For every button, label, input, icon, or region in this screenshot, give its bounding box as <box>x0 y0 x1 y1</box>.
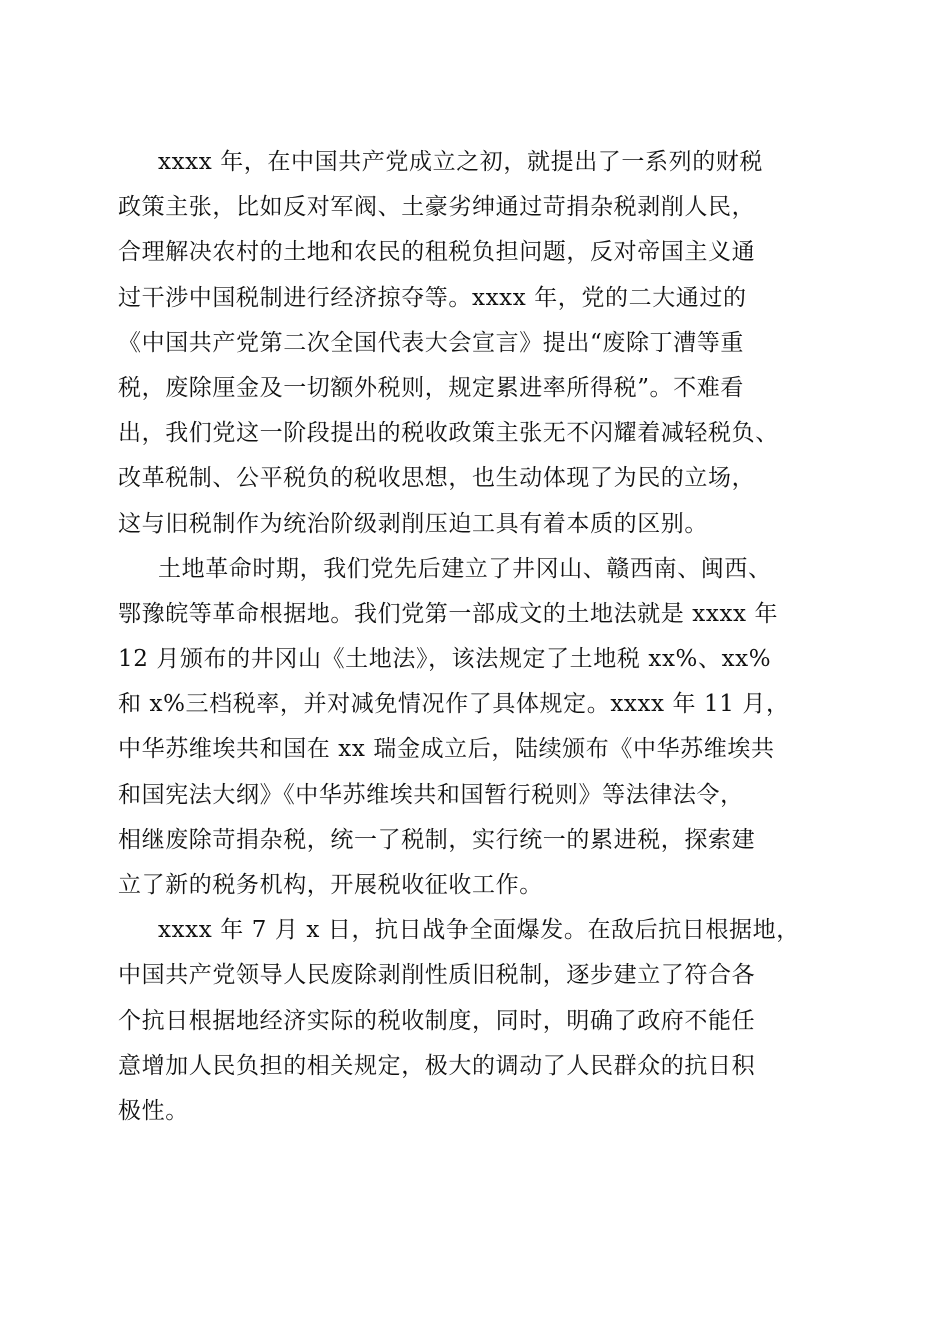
paragraph-3-line-2: 中国共产党领导人民废除剥削性质旧税制，逐步建立了符合各 <box>118 962 756 989</box>
paragraph-1-line-1: xxxx 年，在中国共产党成立之初，就提出了一系列的财税 <box>158 149 763 175</box>
paragraph-2-line-3: 12 月颁布的井冈山《土地法》，该法规定了土地税 xx%、xx% <box>118 646 772 673</box>
paragraph-3-line-5: 极性。 <box>118 1097 189 1124</box>
paragraph-2-line-1: 土地革命时期，我们党先后建立了井冈山、赣西南、闽西、 <box>158 555 772 582</box>
paragraph-2-line-6: 和国宪法大纲》《中华苏维埃共和国暂行税则》等法律法令， <box>118 781 744 808</box>
paragraph-2-line-5: 中华苏维埃共和国在 xx 瑞金成立后，陆续颁布《中华苏维埃共 <box>118 736 775 763</box>
paragraph-1-line-8: 改革税制、公平税负的税收思想，也生动体现了为民的立场， <box>118 465 756 492</box>
paragraph-1-line-3: 合理解决农村的土地和农民的租税负担问题，反对帝国主义通 <box>118 239 756 266</box>
document-body <box>118 140 826 1134</box>
paragraph-1-line-6: 税，废除厘金及一切额外税则，规定累进率所得税”。不难看 <box>118 374 744 401</box>
paragraph-1-line-4: 过干涉中国税制进行经济掠夺等。xxxx 年，党的二大通过的 <box>118 284 747 311</box>
paragraph-3-line-3: 个抗日根据地经济实际的税收制度，同时，明确了政府不能任 <box>118 1007 756 1034</box>
paragraph-2-line-2: 鄂豫皖等革命根据地。我们党第一部成文的土地法就是 xxxx 年 <box>118 600 779 627</box>
paragraph-1-line-7: 出，我们党这一阶段提出的税收政策主张无不闪耀着减轻税负、 <box>118 420 779 447</box>
paragraph-1-line-5: 《中国共产党第二次全国代表大会宣言》提出“废除丁漕等重 <box>118 329 744 356</box>
paragraph-1-line-9: 这与旧税制作为统治阶级剥削压迫工具有着本质的区别。 <box>118 510 708 537</box>
paragraph-2-line-7: 相继废除苛捐杂税，统一了税制，实行统一的累进税，探索建 <box>118 826 756 853</box>
paragraph-1-line-2: 政策主张，比如反对军阀、土豪劣绅通过苛捐杂税剥削人民， <box>118 194 756 221</box>
paragraph-3-line-1: xxxx 年 7 月 x 日，抗日战争全面爆发。在敌后抗日根据地， <box>158 917 800 944</box>
paragraph-3-line-4: 意增加人民负担的相关规定，极大的调动了人民群众的抗日积 <box>118 1052 756 1079</box>
paragraph-2-line-4: 和 x%三档税率，并对减免情况作了具体规定。xxxx 年 11 月， <box>118 691 790 718</box>
paragraph-2-line-8: 立了新的税务机构，开展税收征收工作。 <box>118 872 543 898</box>
